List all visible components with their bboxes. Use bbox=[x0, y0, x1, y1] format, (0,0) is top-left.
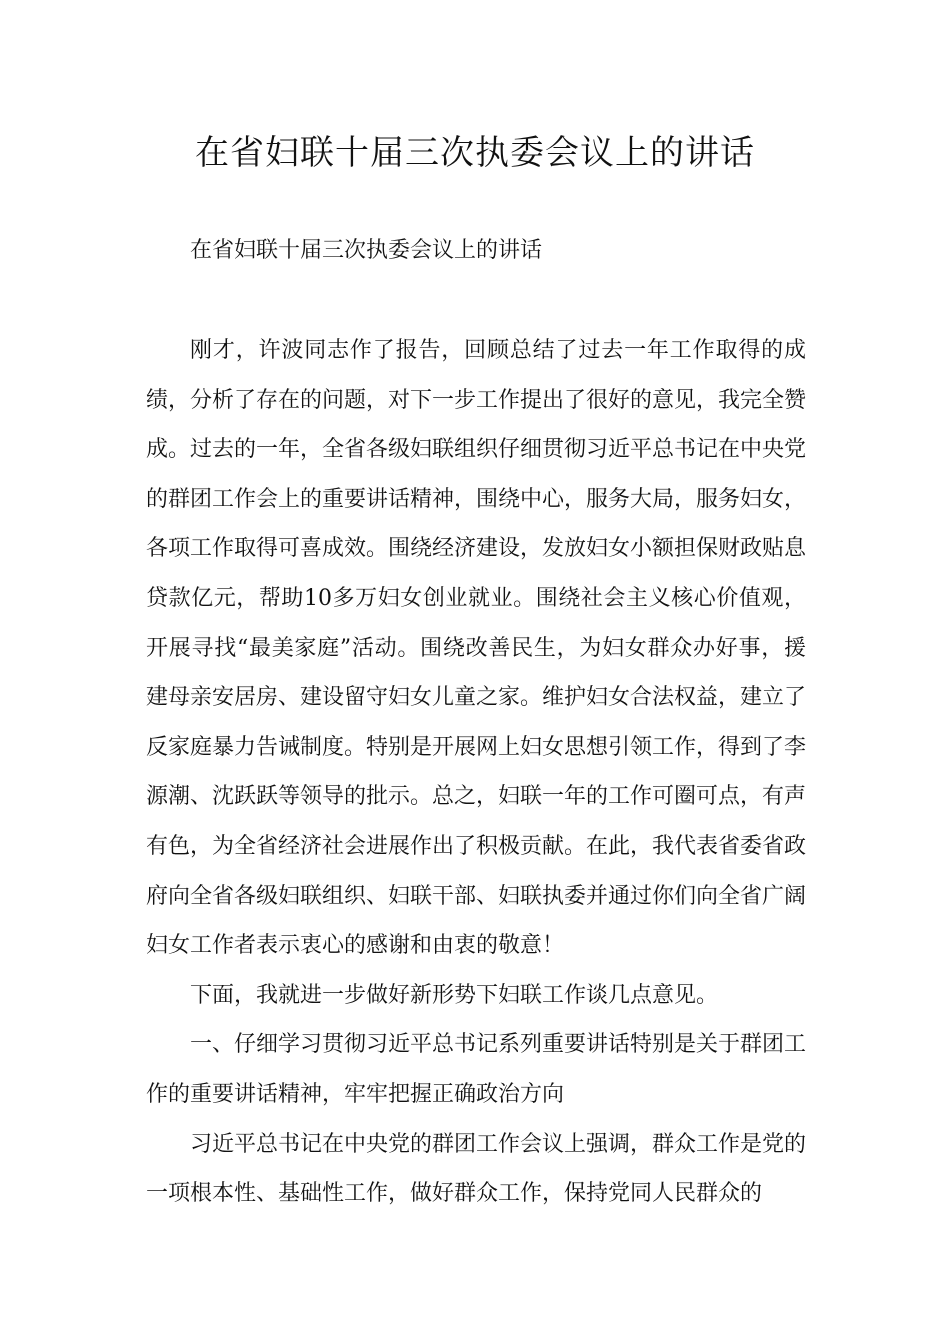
paragraph-intro: 刚才，许波同志作了报告，回顾总结了过去一年工作取得的成绩，分析了存在的问题，对下一步工作提出了很好的意见，我完全赞成。过去的一年，全省各级妇联组织仔细贯彻习近平总书记在中央党的群团工作会上的重要讲话精神，围绕中心，服务大局，服务妇女，各项工作取得可喜成效。围绕经济建设，发放妇女小额担保财政贴息贷款亿元，帮助10多万妇女创业就业。围绕社会主义核心价值观，开展寻找“最美家庭”活动。围绕改善民生，为妇女群众办好事，援建母亲安居房、建设留守妇女儿童之家。维护妇女合法权益，建立了反家庭暴力告诫制度。特别是开展网上妇女思想引领工作，得到了李源潮、沈跃跃等领导的批示。总之，妇联一年的工作可圈可点，有声有色，为全省经济社会进展作出了积极贡献。在此，我代表省委省政府向全省各级妇联组织、妇联干部、妇联执委并通过你们向全省广阔妇女工作者表示衷心的感谢和由衷的敬意！ bbox=[146, 338, 807, 959]
paragraph-section-heading-1: 一、仔细学习贯彻习近平总书记系列重要讲话特别是关于群团工作的重要讲话精神，牢牢把握正确政治方向 bbox=[146, 1032, 807, 1107]
document-title: 在省妇联十届三次执委会议上的讲话 bbox=[195, 133, 755, 173]
paragraph-section-1-body: 习近平总书记在中央党的群团工作会议上强调，群众工作是党的一项根本性、基础性工作，做好群众工作，保持党同人民群众的 bbox=[146, 1131, 807, 1207]
document-subtitle: 在省妇联十届三次执委会议上的讲话 bbox=[190, 238, 543, 263]
paragraph-transition: 下面，我就进一步做好新形势下妇联工作谈几点意见。 bbox=[190, 982, 719, 1008]
document-body bbox=[146, 326, 806, 1219]
